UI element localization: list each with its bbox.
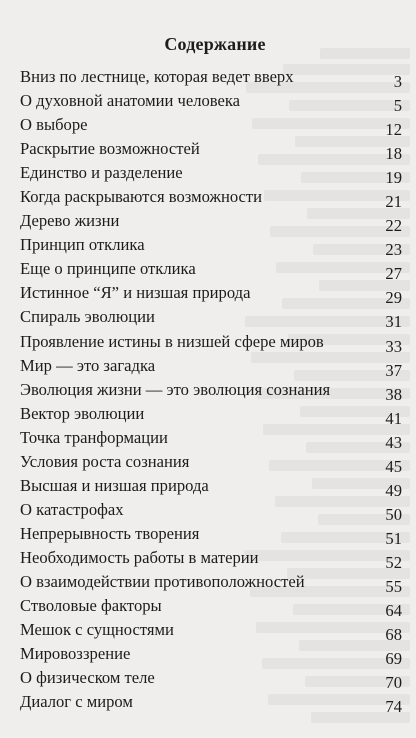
toc-entry — [20, 499, 402, 523]
toc-entry-page-number: 5 — [393, 96, 402, 116]
toc-entry-page-number: 3 — [393, 72, 402, 91]
toc-entry-title: О физическом теле — [20, 668, 155, 688]
toc-entry-page-number: 45 — [385, 456, 402, 476]
toc-entry — [20, 282, 402, 306]
toc-entry — [20, 234, 402, 258]
toc-entry — [20, 643, 402, 667]
toc-entry-page-number: 68 — [385, 625, 402, 645]
toc-entry-title: Необходимость работы в материи — [20, 547, 259, 567]
toc-entry-page-number: 12 — [385, 120, 402, 140]
toc-entry-page-number: 21 — [385, 192, 402, 212]
toc-entry-title: Проявление истины в низшей сфере миров — [20, 331, 324, 351]
toc-entry-title: Дерево жизни — [20, 211, 120, 231]
toc-entry — [20, 379, 402, 403]
toc-entry — [20, 90, 402, 114]
toc-entry-title: О духовной анатомии человека — [20, 91, 241, 111]
toc-entry-title: Спираль эволюции — [20, 307, 155, 327]
toc-entry-page-number: 19 — [385, 168, 402, 188]
toc-entry-page-number: 74 — [385, 697, 402, 717]
toc-entry — [20, 114, 402, 138]
toc-entry-title: Мировоззрение — [20, 644, 131, 664]
toc-entry — [20, 138, 402, 162]
toc-entry-title: Эволюция жизни — это эволюция сознания — [20, 379, 331, 399]
toc-entry — [20, 691, 402, 715]
toc-entry — [20, 210, 402, 234]
toc-entry-page-number: 31 — [385, 312, 402, 332]
toc-entry-page-number: 70 — [385, 673, 402, 693]
toc-entry-page-number: 41 — [385, 408, 402, 428]
page-title: Содержание — [164, 34, 266, 54]
toc-entry-page-number: 33 — [385, 336, 402, 356]
toc-entry-title: Непрерывность творения — [20, 523, 200, 543]
toc-entry-title: Истинное “Я” и низшая природа — [20, 283, 251, 303]
toc-entry-title: Точка транформации — [20, 427, 168, 447]
toc-entry — [20, 547, 402, 571]
toc-entry-page-number: 29 — [385, 288, 402, 308]
toc-entry-title: Диалог с миром — [20, 692, 133, 712]
toc-entry-title: Принцип отклика — [20, 235, 145, 255]
toc-entry-page-number: 69 — [385, 649, 402, 669]
toc-entry — [20, 403, 402, 427]
toc-entry — [20, 667, 402, 691]
toc-entry-title: О взаимодействии противоположностей — [20, 571, 305, 591]
toc-entry-title: Условия роста сознания — [20, 451, 190, 471]
toc-entry-title: Вниз по лестнице, которая ведет вверх — [20, 67, 294, 86]
toc-entry — [20, 475, 402, 499]
toc-entry-title: О выборе — [20, 115, 88, 135]
toc-entry-title: Мешок с сущностями — [20, 620, 174, 640]
toc-entry-title: О катастрофах — [20, 499, 124, 519]
toc-entry-title: Еще о принципе отклика — [20, 259, 196, 279]
toc-entry — [20, 427, 402, 451]
toc-entry — [20, 258, 402, 282]
toc-entry — [20, 66, 402, 90]
toc-entry-page-number: 22 — [385, 216, 402, 236]
toc-entry-page-number: 23 — [385, 240, 402, 260]
toc-entry-page-number: 52 — [385, 552, 402, 572]
toc-entry-title: Когда раскрываются возможности — [20, 187, 263, 207]
toc-entry — [20, 595, 402, 619]
toc-entry-page-number: 37 — [385, 360, 402, 380]
toc-entry-page-number: 49 — [385, 480, 402, 500]
toc-entry-page-number: 55 — [385, 576, 402, 596]
toc-entry-title: Мир — это загадка — [20, 355, 156, 375]
toc-entry-page-number: 64 — [385, 601, 402, 621]
toc-entry-title: Вектор эволюции — [20, 403, 145, 423]
toc-entry-title: Раскрытие возможностей — [20, 139, 200, 159]
toc-entry-page-number: 27 — [385, 264, 402, 284]
toc-entry — [20, 571, 402, 595]
toc-entry-title: Единство и разделение — [20, 163, 183, 183]
toc-entry — [20, 162, 402, 186]
toc-entry — [20, 355, 402, 379]
toc-entry-page-number: 51 — [385, 528, 402, 548]
toc-entry — [20, 451, 402, 475]
toc-list — [20, 66, 402, 715]
toc-entry-page-number: 43 — [385, 432, 402, 452]
toc-entry-page-number: 18 — [385, 144, 402, 164]
toc-entry-page-number: 38 — [385, 384, 402, 404]
toc-entry — [20, 306, 402, 330]
toc-entry — [20, 331, 402, 355]
toc-entry-title: Высшая и низшая природа — [20, 475, 209, 495]
toc-entry — [20, 186, 402, 210]
toc-entry — [20, 619, 402, 643]
toc-entry-title: Стволовые факторы — [20, 596, 162, 616]
toc-entry — [20, 523, 402, 547]
toc-entry-page-number: 50 — [385, 504, 402, 524]
